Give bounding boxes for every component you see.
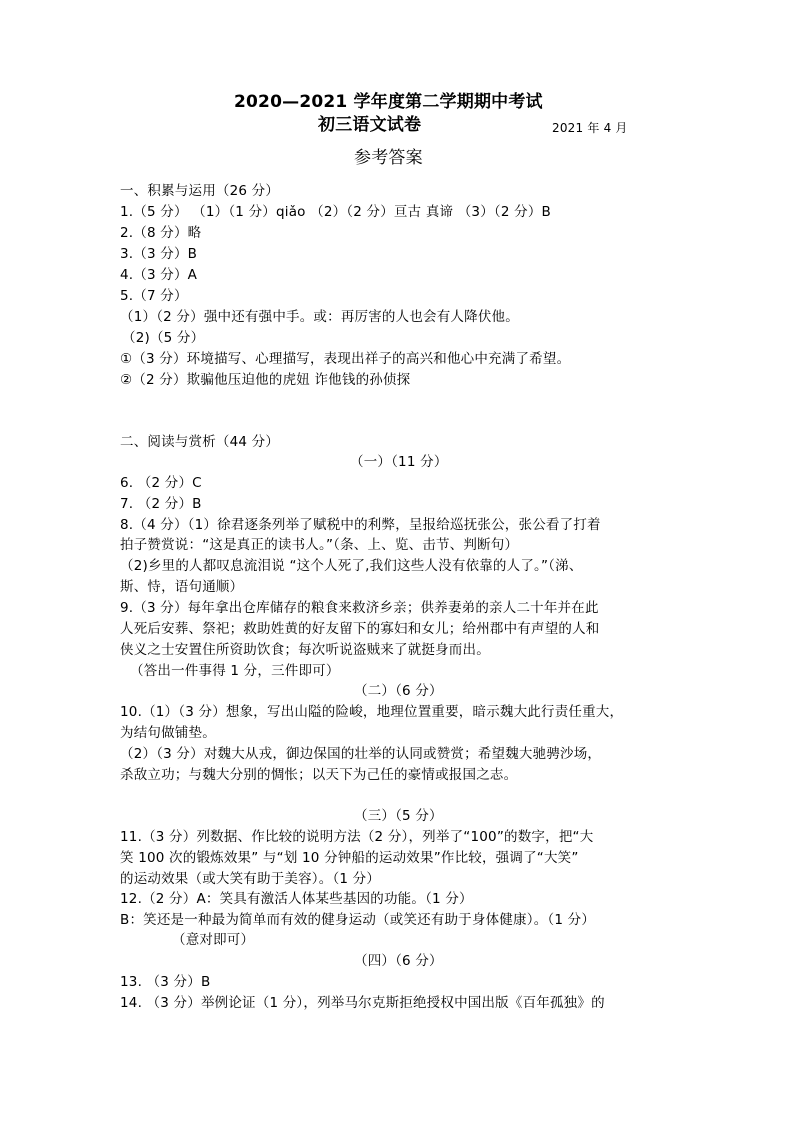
exam-date: 2021 年 4 月 <box>552 121 628 135</box>
answer-line: 人死后安葬、祭祀；救助姓黄的好友留下的寡妇和女儿；给州郡中有声望的人和 <box>120 621 600 637</box>
answer-key-heading: 参考答案 <box>354 148 423 168</box>
section1-heading: 一、积累与运用（26 分） <box>120 183 280 199</box>
answer-line: 笑 100 次的锻炼效果” 与“划 10 分钟船的运动效果”作比较，强调了“大笑” <box>120 850 579 866</box>
answer-line: 3.（3 分）B <box>120 246 198 262</box>
answer-line: （2）（3 分）对魏大从戎，御边保国的壮举的认同或赞赏；希望魏大驰骋沙场， <box>120 746 602 762</box>
answer-line: 13. （3 分）B <box>120 974 211 990</box>
answer-line: （2)乡里的人都叹息流泪说 “这个人死了,我们这些人没有依靠的人了。”（涕、 <box>120 558 583 574</box>
answer-line: 8.（4 分）（1）徐君逐条列举了赋税中的利弊，呈报给巡抚张公，张公看了打着 <box>120 517 601 533</box>
answer-line: 杀敌立功；与魏大分别的惆怅；以天下为己任的豪情或报国之志。 <box>120 767 518 783</box>
answer-line: 斯、恃，语句通顺） <box>120 579 244 595</box>
answer-line: 7. （2 分）B <box>120 496 202 512</box>
part2-heading: （二）（6 分） <box>354 683 443 699</box>
answer-line: 4.（3 分）A <box>120 267 198 283</box>
answer-line: （意对即可） <box>172 932 255 948</box>
answer-line: 12.（2 分）A：笑具有激活人体某些基因的功能。（1 分） <box>120 891 473 907</box>
answer-line: 9.（3 分）每年拿出仓库储存的粮食来救济乡亲；供养妻弟的亲人二十年并在此 <box>120 600 599 616</box>
answer-line: 11.（3 分）列数据、作比较的说明方法（2 分），列举了“100”的数字，把“大 <box>120 829 594 845</box>
part3-heading: （三）（5 分） <box>354 808 443 824</box>
answer-line: ①（3 分）环境描写、心理描写，表现出祥子的高兴和他心中充满了希望。 <box>120 351 571 367</box>
part1-heading: （一）（11 分） <box>350 454 448 470</box>
answer-line: ②（2 分）欺骗他压迫他的虎妞 诈他钱的孙侦探 <box>120 372 411 388</box>
exam-subtitle: 初三语文试卷 <box>318 115 422 135</box>
answer-line: （1）（2 分）强中还有强中手。或：再厉害的人也会有人降伏他。 <box>120 309 519 325</box>
answer-line: 的运动效果（或大笑有助于美容）。（1 分） <box>120 871 381 887</box>
exam-title: 2020—2021 学年度第二学期期中考试 <box>234 92 543 112</box>
answer-line: （答出一件事得 1 分，三件即可） <box>130 663 340 679</box>
answer-line: 拍子赞赏说：“这是真正的读书人。”（条、上、览、击节、判断句） <box>120 537 519 553</box>
answer-line: 侠义之士安置住所资助饮食；每次听说盗贼来了就挺身而出。 <box>120 642 490 658</box>
answer-line: 14. （3 分）举例论证（1 分），列举马尔克斯拒绝授权中国出版《百年孤独》的 <box>120 995 605 1011</box>
answer-line: （2)（5 分） <box>122 330 205 346</box>
answer-line: 为结句做铺垫。 <box>120 725 216 741</box>
answer-line: 1.（5 分） （1）（1 分）qiǎo （2）（2 分）亘古 真谛 （3）（2 分）B <box>120 204 551 220</box>
answer-line: 2.（8 分）略 <box>120 225 202 241</box>
section2-heading: 二、阅读与赏析（44 分） <box>120 434 280 450</box>
part4-heading: （四）（6 分） <box>354 953 443 969</box>
answer-line: 6. （2 分）C <box>120 475 202 491</box>
answer-line: 5.（7 分） <box>120 288 188 304</box>
answer-line: 10.（1）（3 分）想象，写出山隘的险峻，地理位置重要，暗示魏大此行责任重大， <box>120 704 624 720</box>
answer-line: B：笑还是一种最为简单而有效的健身运动（或笑还有助于身体健康）。（1 分） <box>120 912 596 928</box>
